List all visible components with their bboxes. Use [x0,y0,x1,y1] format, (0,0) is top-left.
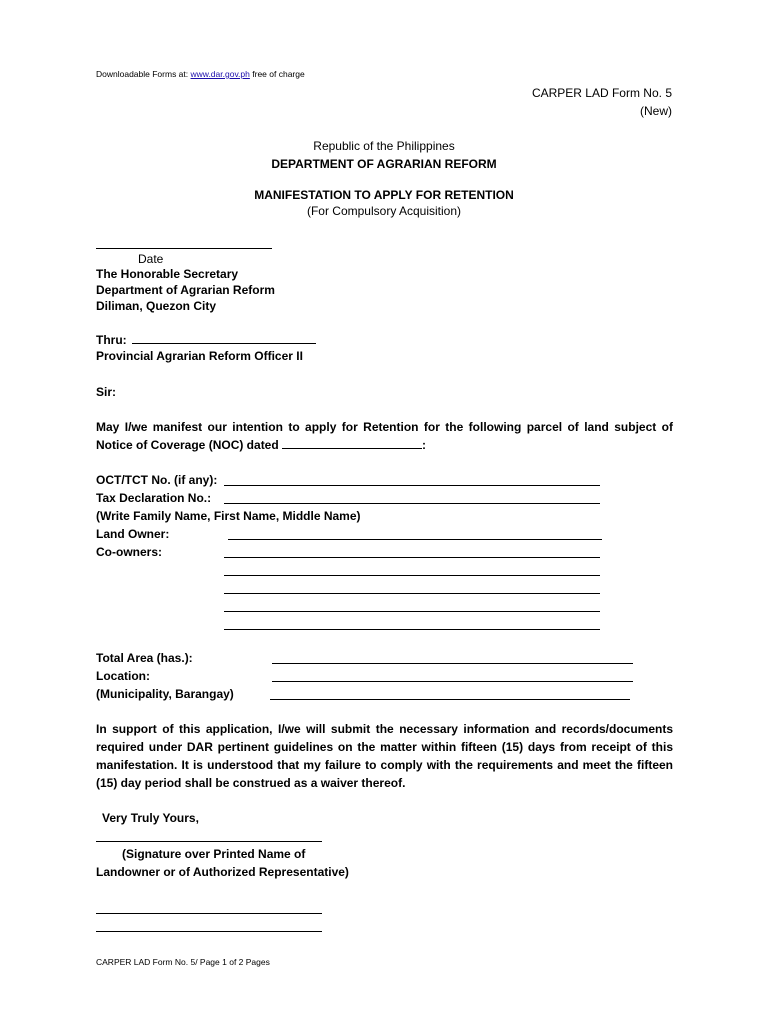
page-footer: CARPER LAD Form No. 5/ Page 1 of 2 Pages [96,957,270,967]
date-label: Date [138,252,164,266]
addressee-line-1: The Honorable Secretary [96,267,239,281]
addressee-line-2: Department of Agrarian Reform [96,283,275,297]
location-field[interactable] [272,681,633,682]
date-field[interactable] [96,248,272,249]
co-owners-label: Co-owners: [96,545,162,559]
tax-declaration-label: Tax Declaration No.: [96,491,212,505]
tax-declaration-field[interactable] [224,503,600,504]
land-owner-label: Land Owner: [96,527,170,541]
municipality-field[interactable] [270,699,630,700]
oct-field[interactable] [224,485,600,486]
oct-label: OCT/TCT No. (if any): [96,473,218,487]
signature-caption-1: (Signature over Printed Name of [122,847,306,861]
co-owner-field-4[interactable] [224,611,600,612]
signature-caption-2: Landowner or of Authorized Representative) [96,865,349,879]
co-owner-field-5[interactable] [224,629,600,630]
co-owner-field-3[interactable] [224,593,600,594]
download-prefix: Downloadable Forms at: [96,69,191,79]
intro-paragraph [96,418,673,454]
thru-officer: Provincial Agrarian Reform Officer II [96,349,303,363]
co-owner-field-2[interactable] [224,575,600,576]
department-heading: DEPARTMENT OF AGRARIAN REFORM [271,157,497,171]
intro-end: : [422,438,427,452]
download-suffix: free of charge [249,69,305,79]
total-area-field[interactable] [272,663,633,664]
form-title: MANIFESTATION TO APPLY FOR RETENTION [254,188,514,202]
extra-line-1[interactable] [96,913,322,914]
municipality-label: (Municipality, Barangay) [96,687,234,701]
total-area-label: Total Area (has.): [96,651,193,665]
dar-website-link[interactable]: www.dar.gov.ph [190,69,250,79]
location-label: Location: [96,669,150,683]
intro-text: May I/we manifest our intention to apply for Retention for the following parcel of land subject of Notice of Coverage (NOC) dated [96,420,673,452]
noc-date-field[interactable] [282,437,422,449]
thru-field[interactable] [132,332,316,344]
signature-field[interactable] [96,841,322,842]
republic-heading: Republic of the Philippines [313,139,455,153]
valediction: Very Truly Yours, [102,811,199,825]
thru-row [96,332,316,347]
extra-line-2[interactable] [96,931,322,932]
addressee-line-3: Diliman, Quezon City [96,299,217,313]
name-format-note: (Write Family Name, First Name, Middle Name) [96,509,361,523]
support-paragraph: In support of this application, I/we will submit the necessary information and records/documents required under DAR pertinent guidelines on the matter within fifteen (15) days from receipt of this manifestation. It is understood that my failure to comply with the requirements and meet the fifteen (15) day period shall be construed as a waiver thereof. [96,722,673,790]
co-owner-field-1[interactable] [224,557,600,558]
salutation: Sir: [96,385,117,399]
thru-label: Thru: [96,333,127,347]
land-owner-field[interactable] [228,539,602,540]
form-status: (New) [640,104,672,118]
download-note [96,69,305,79]
form-number: CARPER LAD Form No. 5 [531,86,672,100]
form-subtitle: (For Compulsory Acquisition) [306,204,462,218]
